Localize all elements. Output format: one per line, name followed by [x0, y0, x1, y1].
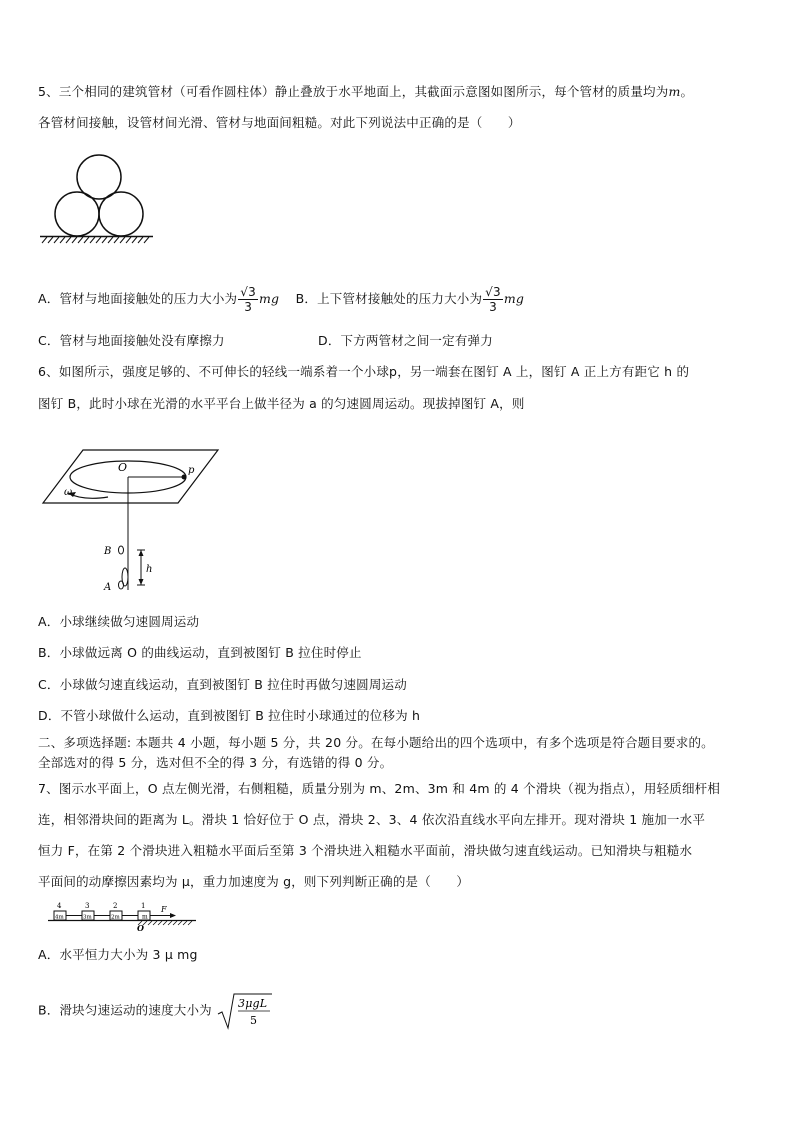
- q7-sliders-figure: [44, 898, 204, 934]
- label-3m: 3m: [83, 914, 92, 921]
- ground-hatching: [42, 237, 149, 243]
- section2-scoring: 全部选对的得 5 分，选对但不全的得 3 分，有选错的得 0 分。: [38, 755, 393, 770]
- label-o: O: [137, 923, 144, 933]
- sqrt-denominator: 5: [250, 1014, 258, 1027]
- q5-options-ab: [38, 285, 524, 314]
- q6-option-d[interactable]: D．不管小球做什么运动，直到被图钉 B 拉住时小球通过的位移为 h: [38, 708, 421, 723]
- label-b: B: [104, 546, 112, 557]
- bottom-left-pipe: [55, 192, 99, 236]
- label-4m: 4m: [55, 914, 64, 921]
- label-num-1: 1: [141, 902, 146, 910]
- q6-stem-line1: 6、如图所示，强度足够的、不可伸长的轻线一端系着一个小球p，另一端套在图钉 A 上，图钉 A 正上方有距它 h 的: [38, 364, 690, 379]
- q6-figure: [38, 445, 228, 595]
- pin-b: [119, 546, 124, 554]
- q7-stem-line2: 连，相邻滑块间的距离为 L。滑块 1 恰好位于 O 点，滑块 2、3、4 依次沿直线水平向左排开。现对滑块 1 施加一水平: [38, 812, 706, 827]
- frac-sqrt3-over-3: $\frac{√3}{3}$: [485, 285, 501, 314]
- q7-stem-line3: 恒力 F，在第 2 个滑块进入粗糙水平面后至第 3 个滑块进入粗糙水平面前，滑块做匀速直线运动。已知滑块与粗糙水: [38, 843, 693, 858]
- q7-option-b[interactable]: B．滑块匀速运动的速度大小为 3μgL 5: [38, 992, 274, 1030]
- label-m: m: [142, 913, 148, 921]
- q6-option-a[interactable]: A．小球继续做匀速圆周运动: [38, 614, 200, 629]
- ball-p: [182, 475, 187, 480]
- frac-sqrt3-over-3: $\frac{√3}{3}$: [240, 285, 256, 314]
- label-h: h: [146, 564, 153, 575]
- q6-option-b[interactable]: B．小球做远离 O 的曲线运动，直到被图钉 B 拉住时停止: [38, 645, 362, 660]
- q5-option-a[interactable]: A．管材与地面接触处的压力大小为 $\frac{√3}{3}$ mg: [38, 285, 280, 314]
- q7-stem-line4: 平面间的动摩擦因素均为 μ，重力加速度为 g，则下列判断正确的是（ ）: [38, 874, 470, 889]
- section2-heading: 二、多项选择题: 本题共 4 小题，每小题 5 分，共 20 分。在每小题给出的四个选项中，有多个选项是符合题目要求的。: [38, 735, 714, 750]
- q7-option-a[interactable]: A．水平恒力大小为 3 μ mg: [38, 947, 198, 962]
- label-p: p: [188, 465, 195, 476]
- sqrt-numerator: 3μgL: [238, 997, 268, 1010]
- rough-surface-hatching: [138, 921, 192, 925]
- pin-a: [119, 581, 124, 589]
- label-omega: ω: [64, 487, 73, 498]
- label-num-3: 3: [85, 902, 90, 910]
- q5-pipes-figure: [38, 146, 158, 246]
- label-f: F: [161, 905, 167, 914]
- bottom-right-pipe: [99, 192, 143, 236]
- force-arrow-head: [170, 913, 176, 918]
- q5-stem-line2: 各管材间接触，设管材间光滑、管材与地面间粗糙。对此下列说法中正确的是（ ）: [38, 115, 521, 130]
- label-o: O: [118, 461, 128, 474]
- q5-option-b[interactable]: B．上下管材接触处的压力大小为 $\frac{√3}{3}$ mg: [295, 285, 525, 314]
- label-num-2: 2: [113, 902, 118, 910]
- label-num-4: 4: [57, 902, 62, 910]
- sqrt-symbol: [216, 992, 274, 1030]
- label-a: A: [104, 582, 112, 593]
- q7-stem-line1: 7、图示水平面上，O 点左侧光滑，右侧粗糙，质量分别为 m、2m、3m 和 4m 的 4 个滑块（视为指点），用轻质细杆相: [38, 781, 721, 796]
- label-2m: 2m: [111, 914, 120, 921]
- q6-stem-line2: 图钉 B，此时小球在光滑的水平平台上做半径为 a 的匀速圆周运动。现拔掉图钉 A，则: [38, 396, 525, 411]
- q5-option-c[interactable]: C．管材与地面接触处没有摩擦力: [38, 333, 225, 348]
- q5-option-d[interactable]: D．下方两管材之间一定有弹力: [318, 333, 493, 348]
- sqrt-expression: [216, 992, 274, 1030]
- q5-stem-line1: 5、三个相同的建筑管材（可看作圆柱体）静止叠放于水平地面上，其截面示意图如图所示，每个管材的质量均为m。: [38, 84, 694, 99]
- q6-option-c[interactable]: C．小球做匀速直线运动，直到被图钉 B 拉住时再做匀速圆周运动: [38, 677, 407, 692]
